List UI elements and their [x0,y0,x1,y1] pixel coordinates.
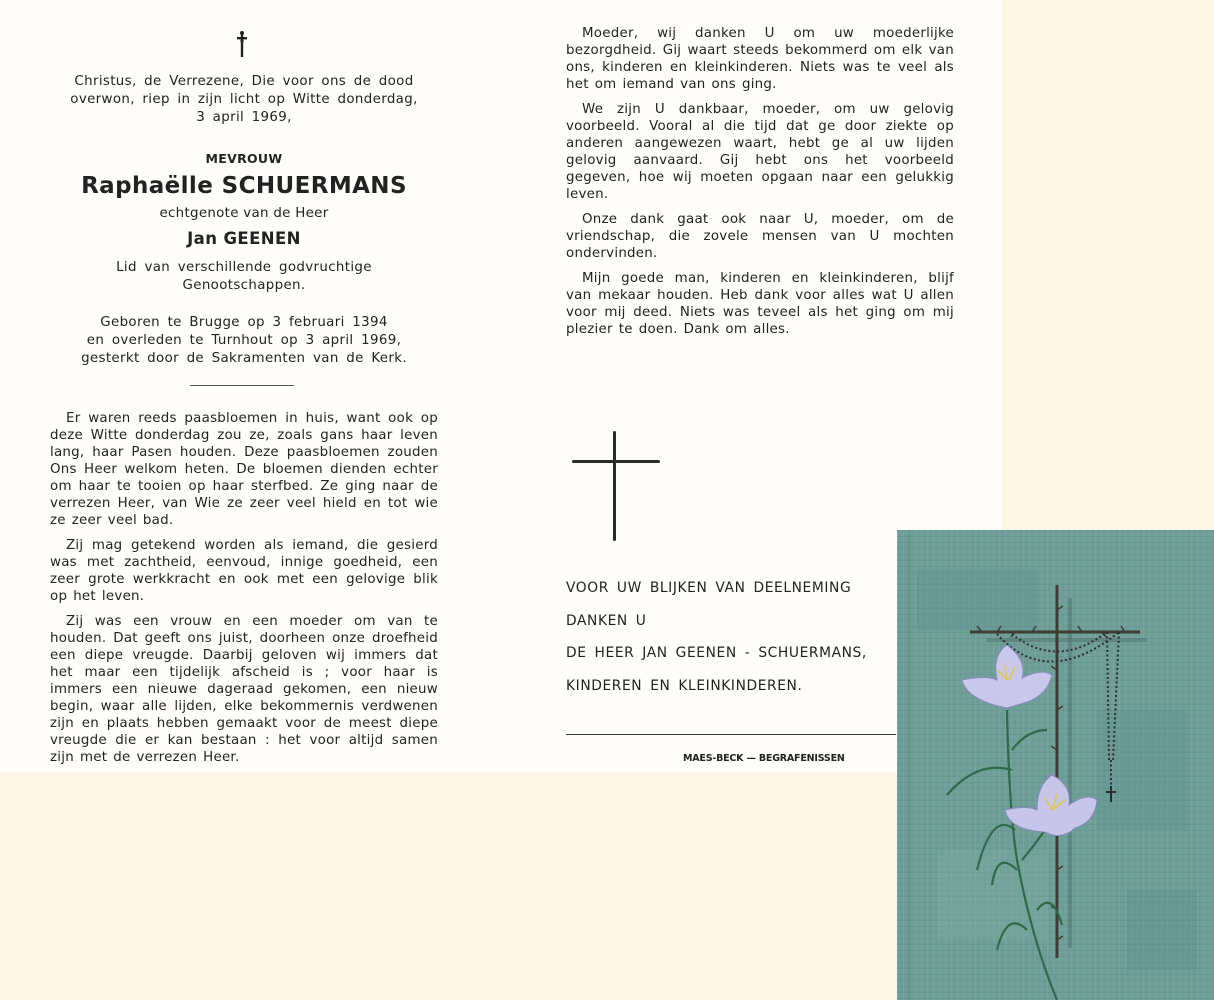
left-body-text [50,410,438,774]
paragraph: Zij mag getekend worden als iemand, die gesierd was met zachtheid, eenvoud, innige goedheid, een zeer grote werkkracht en ook met een gelovige blik op het leven. [50,538,438,604]
sacraments-line: gesterkt door de Sakramenten van de Kerk. [81,351,407,366]
intro-text [50,73,438,127]
paragraph: Mijn goede man, kinderen en kleinkinderen, blijf van mekaar houden. Heb dank voor alles wat U allen voor mij deed. Niets was teveel als het ging om mij plezier te doen. Dank om alles. [566,271,954,337]
thanks-line: DE HEER JAN GEENEN - SCHUERMANS, [566,645,867,661]
divider [190,385,294,386]
deceased-name: Raphaëlle SCHUERMANS [81,173,407,199]
intro-date: 3 april 1969, [196,110,292,125]
large-cross-icon [572,431,660,541]
paragraph: Zij was een vrouw en een moeder om van te houden. Dat geeft ons juist, doorheen onze droefheid een diepe vreugde. Daarbij geloven wij immers dat het maar een tijdelijk afscheid is ; voor haar is immers een nieuwe dageraad gekomen, een nieuw begin, waar alle lijden, elke bekommernis verdwenen zijn en plaats hebben gemaakt voor de meest diepe vreugde die er kan bestaan : het voor altijd samen zijn met de verrezen Heer. [50,614,438,765]
intro-line: overwon, riep in zijn licht op Witte donderdag, [70,92,418,107]
death-line: en overleden te Turnhout op 3 april 1969, [86,333,402,348]
spouse-label: echtgenote van de Heer [159,206,329,221]
thanks-line: KINDEREN EN KLEINKINDEREN. [566,677,803,694]
small-cross-icon [236,30,248,58]
paragraph: Er waren reeds paasbloemen in huis, want ook op deze Witte donderdag zou ze, zoals gans haar leven lang, haar Pasen houden. Deze paasbloemen zouden Ons Heer welkom heten. De bloemen dienden echter om haar te tooien op haar sterfbed. Ze ging naar de verrezen Heer, van Wie ze zeer veel hield en tot wie ze zeer veel bad. [50,411,438,528]
painting-image [897,530,1214,1000]
paragraph: We zijn U dankbaar, moeder, om uw gelovig voorbeeld. Vooral al die tijd dat ge door ziekte op anderen aangewezen waart, hebt ge al uw lijden gelovig aanvaard. Gij hebt ons het voorbeeld gegeven, hoe wij moeten opgaan naar een gelukkig leven. [566,102,954,202]
intro-line: Christus, de Verrezene, Die voor ons de dood [74,74,414,89]
painting-illustration [897,530,1214,1000]
spouse-name: Jan GEENEN [187,229,301,248]
title-mevrouw: MEVROUW [205,151,283,166]
birth-death-text [50,314,438,368]
birth-line: Geboren te Brugge op 3 februari 1394 [100,315,388,330]
acknowledgement [566,578,906,708]
membership-line: Lid van verschillende godvruchtige [116,260,372,275]
thanks-line: VOOR UW BLIJKEN VAN DEELNEMING [566,580,852,596]
divider [566,734,896,735]
printer-credit: MAES-BECK — BEGRAFENISSEN [683,753,845,764]
right-panel-text [566,25,954,346]
thanks-line: DANKEN U [566,612,647,629]
paragraph: Onze dank gaat ook naar U, moeder, om de vriendschap, die zovele mensen van U mochten ondervinden. [566,212,954,261]
membership-text [50,259,438,295]
paragraph: Moeder, wij danken U om uw moederlijke bezorgdheid. Gij waart steeds bekommerd om elk van ons, kinderen en kleinkinderen. Niets was te veel als het om iemand van ons ging. [566,26,954,92]
membership-line: Genootschappen. [182,278,306,293]
